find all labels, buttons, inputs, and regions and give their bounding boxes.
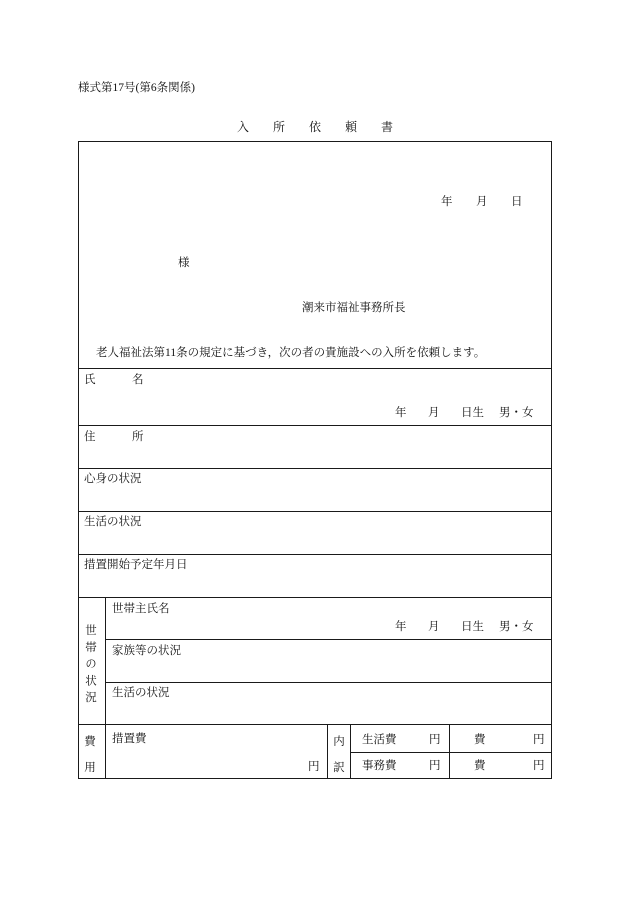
- birth-month-label: 月: [428, 407, 440, 419]
- household-section-label: 世帯の状況: [84, 624, 96, 708]
- measure-cost-label: 措置費: [112, 733, 147, 745]
- row-divider: [78, 554, 552, 555]
- breakdown-other-label: 費: [474, 734, 486, 746]
- breakdown-label: 内訳: [332, 735, 344, 787]
- measure-cost-unit: 円: [308, 761, 320, 773]
- document-title: 入所依頼書: [237, 120, 418, 134]
- household-row-divider: [105, 682, 552, 683]
- request-date: 年月日: [441, 196, 546, 208]
- cost-column-divider: [449, 724, 450, 779]
- row-divider: [78, 511, 552, 512]
- addressee-suffix: 様: [178, 257, 190, 269]
- condition-label: 心身の状況: [84, 473, 142, 485]
- row-divider: [78, 368, 552, 369]
- row-divider: [78, 468, 552, 469]
- head-birth-year-label: 年: [395, 621, 407, 633]
- head-birth-day-label: 日生: [461, 621, 484, 633]
- breakdown-other-unit: 円: [533, 734, 545, 746]
- birth-day-label: 日生: [461, 407, 484, 419]
- row-divider: [78, 724, 552, 725]
- breakdown-item-unit: 円: [429, 760, 441, 772]
- sender-name: 潮来市福祉事務所長: [302, 302, 406, 314]
- start-date-label: 措置開始予定年月日: [84, 559, 188, 571]
- row-divider: [78, 597, 552, 598]
- row-divider: [78, 425, 552, 426]
- form-number: 様式第17号(第6条関係): [78, 82, 195, 94]
- breakdown-other-unit: 円: [533, 760, 545, 772]
- head-sex-label: 男・女: [499, 621, 534, 633]
- breakdown-item-unit: 円: [429, 734, 441, 746]
- breakdown-item-label: 事務費: [362, 760, 397, 772]
- household-row-divider: [105, 639, 552, 640]
- request-text: 老人福祉法第11条の規定に基づき，次の者の貴施設への入所を依頼します。: [96, 347, 486, 359]
- family-label: 家族等の状況: [112, 645, 181, 657]
- household-head-label: 世帯主氏名: [112, 603, 170, 615]
- form-table: [78, 141, 552, 779]
- household-living-label: 生活の状況: [112, 687, 170, 699]
- cost-column-divider: [327, 724, 328, 779]
- cost-column-divider: [350, 724, 351, 779]
- living-label: 生活の状況: [84, 516, 142, 528]
- birth-year-label: 年: [395, 407, 407, 419]
- name-label: 氏名: [84, 374, 180, 386]
- breakdown-item-label: 生活費: [362, 734, 397, 746]
- cost-section-label: 費用: [83, 735, 95, 787]
- address-label: 住所: [84, 431, 180, 443]
- head-birth-month-label: 月: [428, 621, 440, 633]
- label-column-divider: [105, 597, 106, 779]
- breakdown-row-divider: [350, 752, 552, 753]
- breakdown-other-label: 費: [474, 760, 486, 772]
- sex-label: 男・女: [499, 407, 534, 419]
